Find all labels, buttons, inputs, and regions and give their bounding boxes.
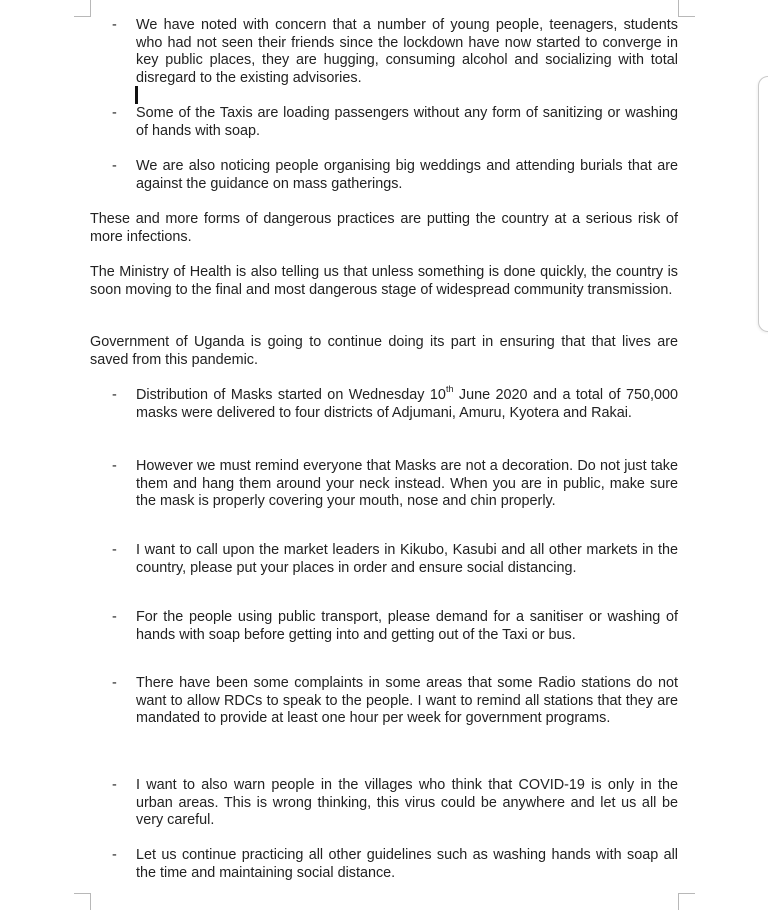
text-cursor: [135, 86, 138, 104]
paragraph-dangerous-practices: These and more forms of dangerous practices are putting the country at a serious risk of more infections.: [90, 211, 678, 245]
bullet-marker: -: [112, 387, 117, 403]
bullet-marker: -: [112, 847, 117, 863]
bullet-marker: -: [112, 777, 117, 793]
bullet-text-youth-gatherings: We have noted with concern that a number of young people, teenagers, students who had not seen their friends since the lockdown have now started to converge in key public places, they are hugging, consuming alcohol and socializing with total disregard to the existing advisories.: [136, 17, 678, 86]
bullet-text-mask-distribution: [136, 384, 678, 422]
paragraph-ministry-of-health: The Ministry of Health is also telling us that unless something is done quickly, the country is soon moving to the final and most dangerous stage of widespread community transmission.: [90, 264, 678, 298]
bullet-marker: -: [112, 609, 117, 625]
crop-mark-bottom-right: [678, 893, 695, 910]
paragraph-government: Government of Uganda is going to continue doing its part in ensuring that that lives are saved from this pandemic.: [90, 334, 678, 368]
bullet-text-market-leaders: I want to call upon the market leaders in Kikubo, Kasubi and all other markets in the country, please put your places in order and ensure social distancing.: [136, 542, 678, 576]
bullet-marker: -: [112, 105, 117, 121]
crop-mark-top-right: [678, 0, 695, 17]
bullet-marker: -: [112, 17, 117, 33]
bullet-text-public-transport: For the people using public transport, please demand for a sanitiser or washing of hands with soap before getting into and getting out of the Taxi or bus.: [136, 609, 678, 643]
bullet-text-continue-guidelines: Let us continue practicing all other guidelines such as washing hands with soap all the time and maintaining social distance.: [136, 847, 678, 881]
bullet-text-taxis: Some of the Taxis are loading passengers without any form of sanitizing or washing of hands with soap.: [136, 105, 678, 139]
bullet-text-radio-stations: There have been some complaints in some areas that some Radio stations do not want to allow RDCs to speak to the people. I want to remind all stations that they are mandated to provide at least one hour per week for government programs.: [136, 675, 678, 727]
bullet-text-masks-not-decoration: However we must remind everyone that Masks are not a decoration. Do not just take them and hang them around your neck instead. When you are in public, make sure the mask is properly covering your mouth, nose and chin properly.: [136, 458, 678, 510]
mask-text-after: June 2020 and a total of 750,000 masks were delivered to four districts of Adjumani, Amuru, Kyotera and Rakai.: [136, 387, 678, 421]
crop-mark-top-left: [74, 0, 91, 17]
crop-mark-bottom-left: [74, 893, 91, 910]
mask-text-before: Distribution of Masks started on Wednesday 10: [136, 387, 446, 403]
bullet-marker: -: [112, 675, 117, 691]
bullet-marker: -: [112, 542, 117, 558]
ordinal-suffix: th: [445, 384, 454, 394]
bullet-text-weddings: We are also noticing people organising big weddings and attending burials that are against the guidance on mass gatherings.: [136, 158, 678, 192]
bullet-text-villages-warning: I want to also warn people in the villages who think that COVID-19 is only in the urban areas. This is wrong thinking, this virus could be anywhere and let us all be very careful.: [136, 777, 678, 829]
side-panel-handle[interactable]: [758, 76, 768, 332]
bullet-marker: -: [112, 458, 117, 474]
bullet-marker: -: [112, 158, 117, 174]
